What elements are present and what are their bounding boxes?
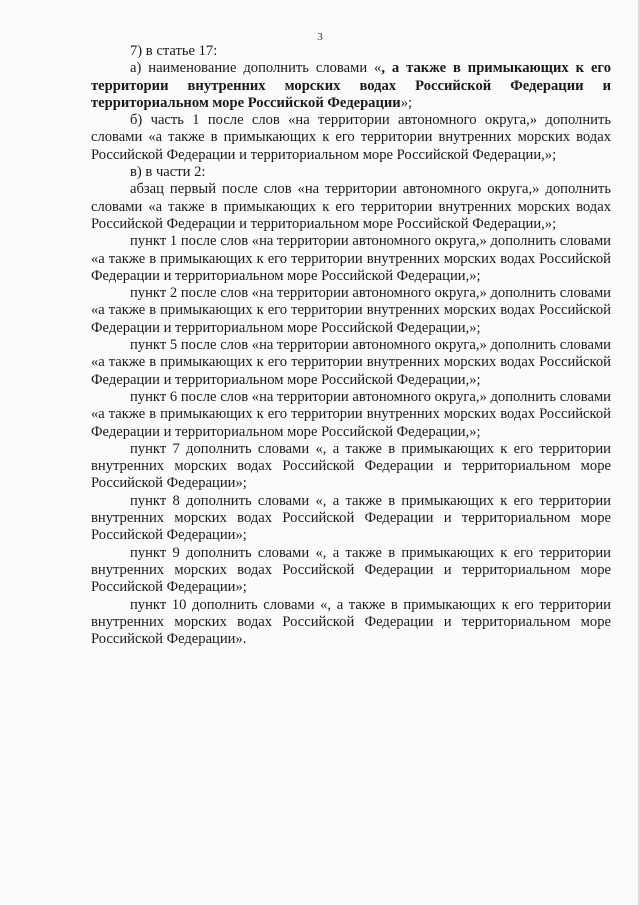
paragraph-a-suffix: »; (400, 94, 413, 111)
v-paragraph-punkt-10: пункт 10 дополнить словами «, а также в примыкающих к его территории внутренних морских водах Российской Федерации и территориальном море Российской Федерации». (91, 596, 611, 648)
paragraph-a-prefix: а) наименование дополнить словами « (130, 60, 382, 77)
paragraph-a-bold-text: , а также в примыкающих к его территории внутренних морских водах Российской Федерации и территориальном море Российской Федерации (91, 60, 611, 111)
item-7-heading: 7) в статье 17: (130, 43, 218, 59)
v-paragraph-punkt-7: пункт 7 дополнить словами «, а также в примыкающих к его территории внутренних морских водах Российской Федерации и территориальном море Российской Федерации»; (91, 440, 611, 492)
v-paragraph-punkt-6: пункт 6 после слов «на территории автономного округа,» дополнить словами «а также в примыкающих к его территории внутренних морских водах Российской Федерации и территориальном море Российской Федерации,»; (91, 388, 611, 440)
v-paragraph-punkt-9: пункт 9 дополнить словами «, а также в примыкающих к его территории внутренних морских водах Российской Федерации и территориальном море Российской Федерации»; (91, 544, 611, 596)
v-paragraph-abzac-1: абзац первый после слов «на территории автономного округа,» дополнить словами «а также в примыкающих к его территории внутренних морских водах Российской Федерации и территориальном море Российской Федерации,»; (91, 181, 611, 232)
v-paragraph-punkt-8: пункт 8 дополнить словами «, а также в примыкающих к его территории внутренних морских водах Российской Федерации и территориальном море Российской Федерации»; (91, 492, 611, 544)
document-body (91, 43, 611, 648)
v-paragraph-punkt-2: пункт 2 после слов «на территории автономного округа,» дополнить словами «а также в примыкающих к его территории внутренних морских водах Российской Федерации и территориальном море Российской Федерации,»; (91, 285, 611, 336)
v-paragraph-punkt-1: пункт 1 после слов «на территории автономного округа,» дополнить словами «а также в примыкающих к его территории внутренних морских водах Российской Федерации и территориальном море Российской Федерации,»; (91, 233, 611, 284)
paragraph-a (91, 60, 611, 112)
page-number: 3 (317, 31, 323, 43)
v-paragraph-punkt-5: пункт 5 после слов «на территории автономного округа,» дополнить словами «а также в примыкающих к его территории внутренних морских водах Российской Федерации и территориальном море Российской Федерации,»; (91, 337, 611, 388)
paragraph-v-heading: в) в части 2: (130, 164, 206, 181)
paragraph-b: б) часть 1 после слов «на территории автономного округа,» дополнить словами «а также в примыкающих к его территории внутренних морских водах Российской Федерации и территориальном море Российской Федерации,»; (91, 112, 611, 163)
